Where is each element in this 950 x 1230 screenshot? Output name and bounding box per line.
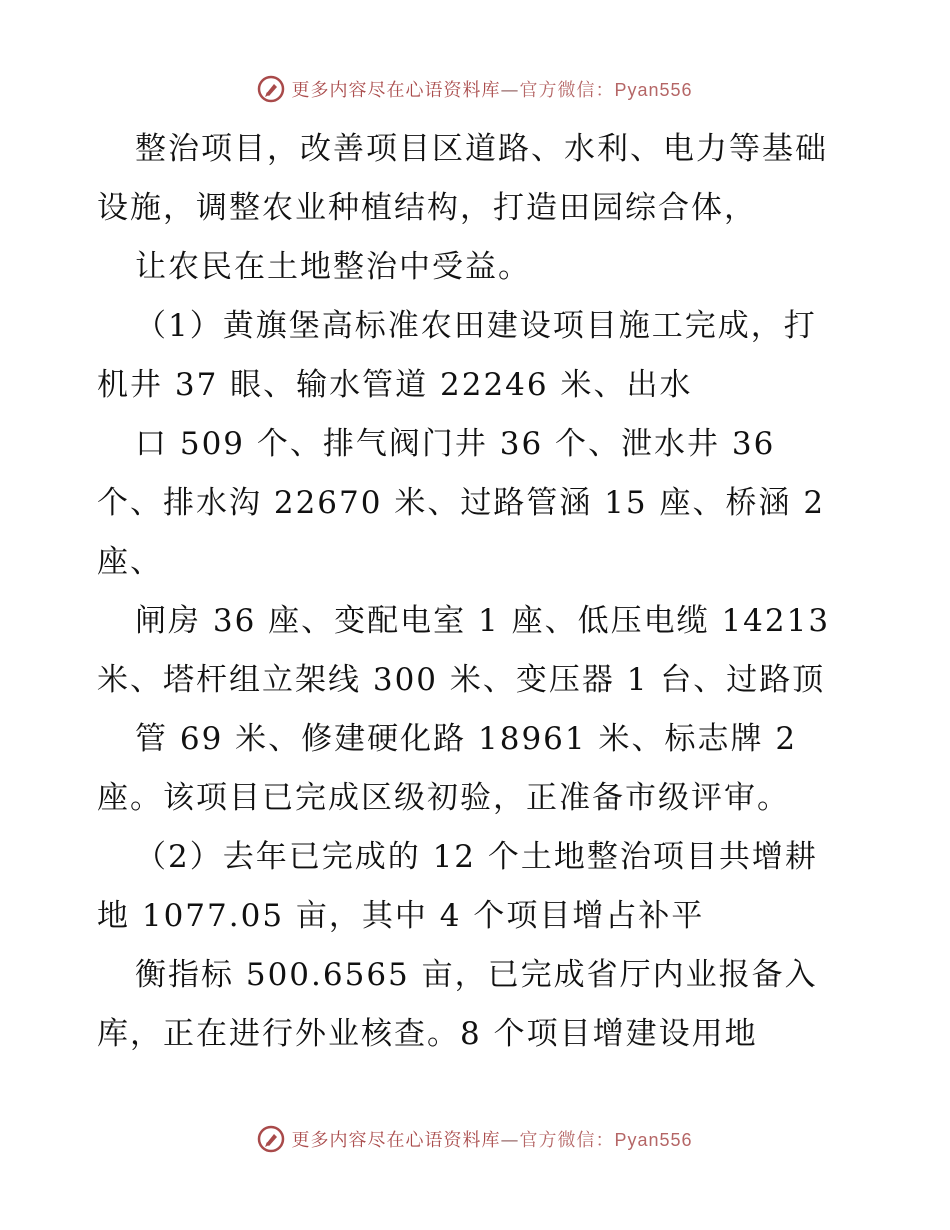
- watermark-wechat-label: 官方微信：: [519, 1130, 615, 1151]
- header-watermark: [0, 70, 950, 110]
- body-line: 衡指标 500.6565 亩，已完成省厅内业报备入: [135, 957, 818, 993]
- document-body: [97, 120, 857, 1064]
- body-line: 让农民在土地整治中受益。: [135, 249, 531, 285]
- body-line: 地 1077.05 亩，其中 4 个项目增占补平: [97, 898, 705, 934]
- pen-nib-logo-icon: [257, 75, 285, 103]
- body-line: 座。该项目已完成区级初验，正准备市级评审。: [97, 780, 790, 816]
- body-line: 管 69 米、修建硬化路 18961 米、标志牌 2: [135, 721, 798, 757]
- body-line: （2）去年已完成的 12 个土地整治项目共增耕: [135, 839, 818, 875]
- watermark-main-text: 更多内容尽在心语资料库: [291, 80, 501, 101]
- pen-nib-logo-icon: [257, 1125, 285, 1153]
- watermark-main-text: 更多内容尽在心语资料库: [291, 1130, 501, 1151]
- watermark-wechat-id: Pyan556: [614, 1130, 693, 1150]
- watermark-separator: —: [500, 80, 520, 101]
- watermark-wechat-label: 官方微信：: [519, 80, 615, 101]
- body-line: 口 509 个、排气阀门井 36 个、泄水井 36: [135, 426, 776, 462]
- footer-watermark: [0, 1120, 950, 1160]
- body-line: 个、排水沟 22670 米、过路管涵 15 座、桥涵 2: [97, 485, 826, 521]
- body-line: 整治项目，改善项目区道路、水利、电力等基础: [135, 131, 828, 167]
- body-line: 座、: [97, 544, 163, 580]
- watermark-wechat-id: Pyan556: [614, 80, 693, 100]
- body-line: 机井 37 眼、输水管道 22246 米、出水: [97, 367, 693, 403]
- body-line: 米、塔杆组立架线 300 米、变压器 1 台、过路顶: [97, 662, 826, 698]
- body-line: 库，正在进行外业核查。8 个项目增建设用地: [97, 1016, 758, 1052]
- body-line: （1）黄旗堡高标准农田建设项目施工完成，打: [135, 308, 817, 344]
- body-line: 闸房 36 座、变配电室 1 座、低压电缆 14213: [135, 603, 831, 639]
- body-line: 设施，调整农业种植结构，打造田园综合体，: [97, 190, 757, 226]
- watermark-separator: —: [500, 1130, 520, 1151]
